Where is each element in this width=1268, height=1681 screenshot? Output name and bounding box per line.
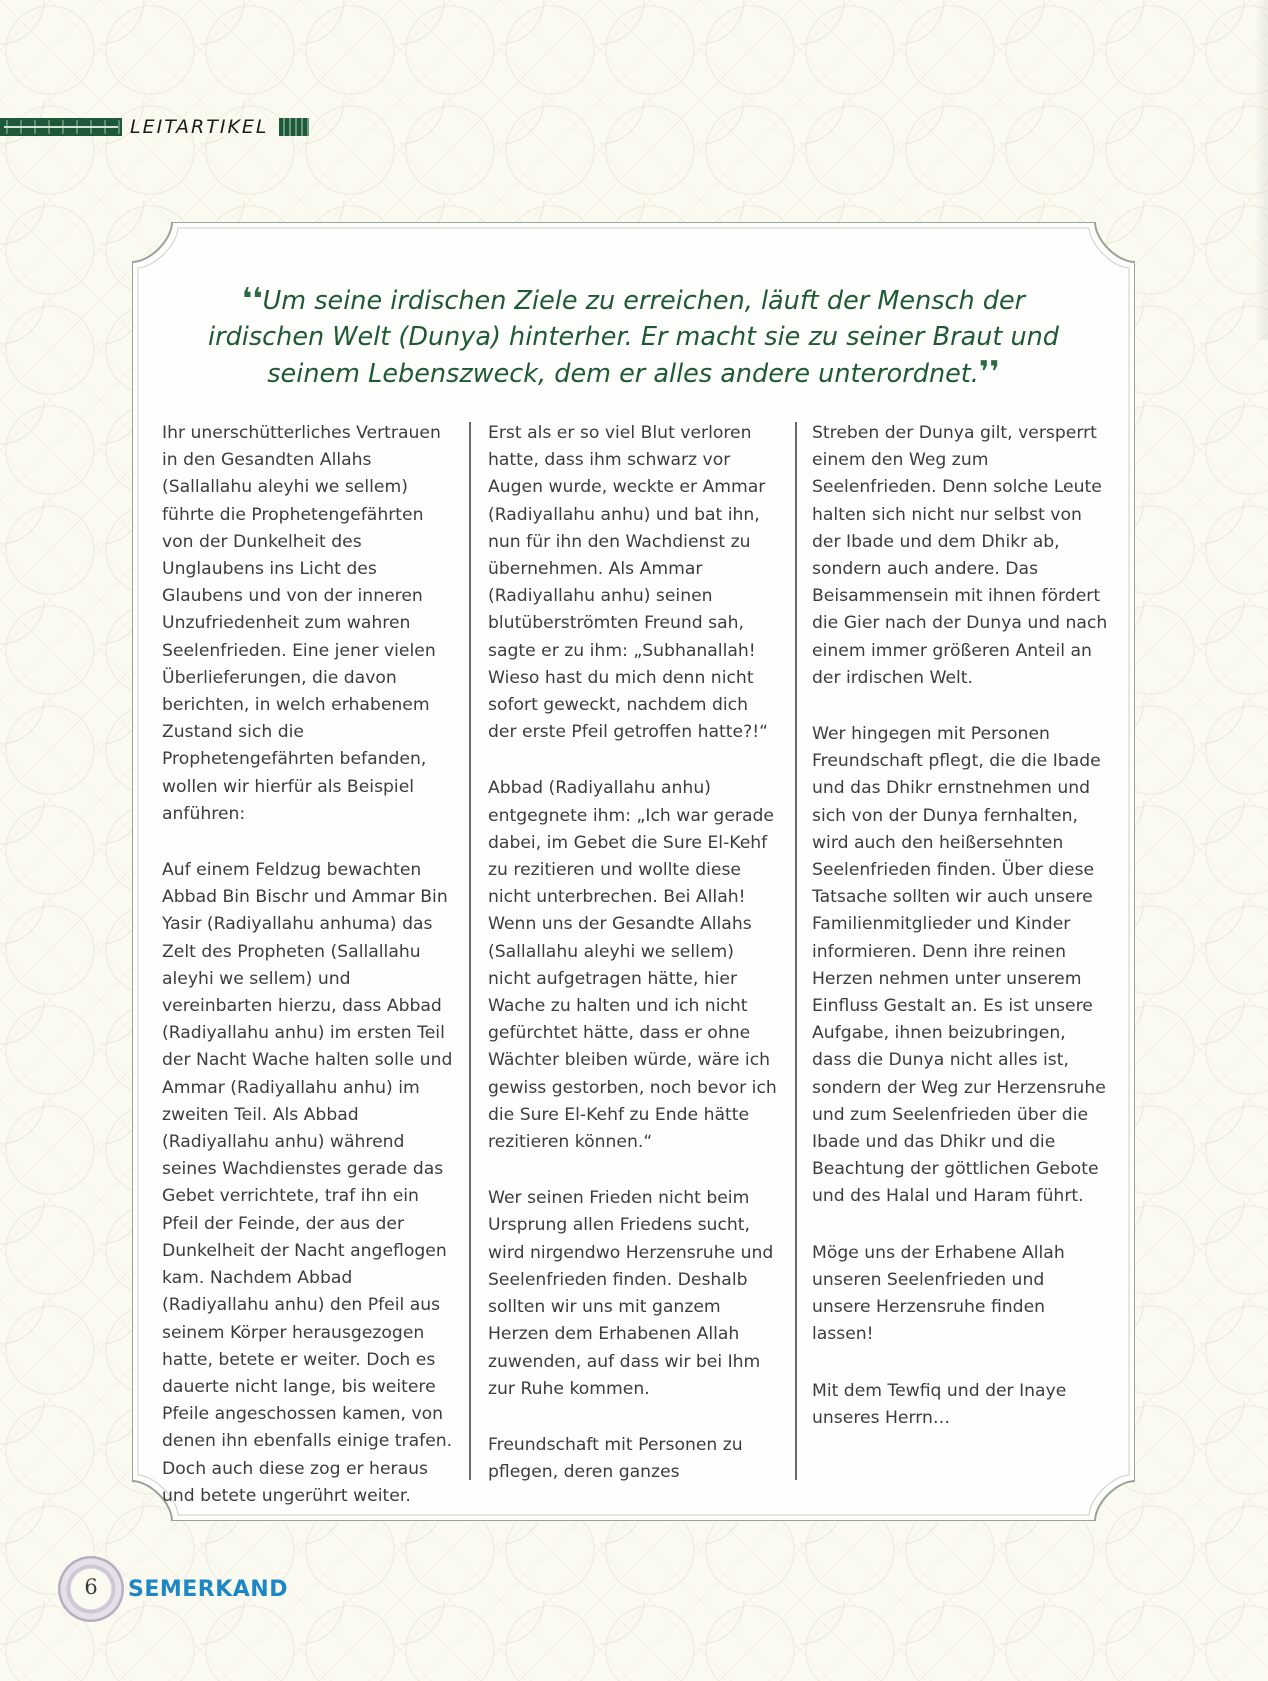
section-title: LEITARTIKEL xyxy=(130,116,269,138)
page-number: 6 xyxy=(84,1575,98,1599)
paragraph: Wer seinen Frieden nicht beim Ursprung allen Friedens sucht, wird nirgendwo Herzensruhe und Seelenfrieden finden. Deshalb sollten wir uns mit ganzem Herzen dem Erhabenen Allah zuwenden, auf dass wir bei Ihm zur Ruhe kommen. xyxy=(488,1188,774,1399)
paragraph: Ihr unerschütterliches Vertrauen in den Gesandten Allahs (Sallallahu aleyhi we sellem) führte die Prophetengefährten von der Dunkelheit des Unglaubens ins Licht des Glaubens und von der inneren Unzufriedenheit zum wahren Seelenfrieden. Eine jener vielen Überlieferungen, die davon berichten, in welch erhabenem Zustand sich die Prophetengefährten befanden, wollen wir hierfür als Beispiel anführen: xyxy=(162,423,441,824)
page-edge-shadow xyxy=(1254,0,1268,340)
article-column-2 xyxy=(488,420,780,1483)
article-column-3 xyxy=(812,420,1108,1478)
paragraph: Wer hingegen mit Personen Freundschaft pflegt, die die Ibade und das Dhikr ernstnehmen und sich von der Dunya fernhalten, wird auch den heißersehnten Seelenfrieden finden. Über diese Tatsache sollten wir auch unsere Familienmitglieder und Kinder informieren. Denn ihre reinen Herzen nehmen unter unserem Einfluss Gestalt an. Es ist unsere Aufgabe, ihnen beizubringen, dass die Dunya nicht alles ist, sondern der Weg zur Herzensruhe und zum Seelenfrieden über die Ibade und das Dhikr und die Beachtung der göttlichen Gebote und des Halal und Haram führt. xyxy=(812,724,1106,1207)
paragraph: Erst als er so viel Blut verloren hatte, dass ihm schwarz vor Augen wurde, weckte er Ammar (Radiyallahu anhu) und bat ihn, nun für ihn den Wachdienst zu übernehmen. Als Ammar (Radiyallahu anhu) seinen blutüberströmten Freund sah, sagte er zu ihm: „Subhanallah! Wieso hast du mich denn nicht sofort geweckt, nachdem dich der erste Pfeil getroffen hatte?!“ xyxy=(488,423,768,743)
article-columns xyxy=(162,420,1108,1506)
article-card xyxy=(132,222,1135,1521)
article-column-1 xyxy=(162,420,454,1506)
paragraph: Freundschaft mit Personen zu pflegen, deren ganzes xyxy=(488,1434,743,1483)
section-header xyxy=(0,114,309,140)
quote-open-icon: ❛❛ xyxy=(241,282,263,317)
quote-close-icon: ❜❜ xyxy=(978,355,1000,390)
ornament-band-icon xyxy=(0,118,122,136)
ornament-small-icon xyxy=(279,118,309,136)
paragraph: Auf einem Feldzug bewachten Abbad Bin Bischr und Ammar Bin Yasir (Radiyallahu anhuma) das Zelt des Propheten (Sallallahu aleyhi we sellem) und vereinbarten hierzu, dass Abbad (Radiyallahu anhu) im ersten Teil der Nacht Wache halten solle und Ammar (Radiyallahu anhu) im zweiten Teil. Als Abbad (Radiyallahu anhu) während seines Wachdienstes gerade das Gebet verrichtete, traf ihn ein Pfeil der Feinde, der aus der Dunkelheit der Nacht angeflogen kam. Nachdem Abbad (Radiyallahu anhu) den Pfeil aus seinem Körper herausgezogen hatte, betete er weiter. Doch es dauerte nicht lange, bis weitere Pfeile angeschossen kamen, von denen ihn ebenfalls einige trafen. Doch auch diese zog er heraus und betete ungerührt weiter. xyxy=(162,860,453,1506)
paragraph: Abbad (Radiyallahu anhu) entgegnete ihm: „Ich war gerade dabei, im Gebet die Sure El-Kehf zu rezitieren und wollte diese nicht unterbrechen. Bei Allah! Wenn uns der Gesandte Allahs (Sallallahu aleyhi we sellem) nicht aufgetragen hätte, hier Wache zu halten und ich nicht gefürchtet hätte, dass er ohne Wächter bleiben würde, wäre ich gewiss gestorben, noch bevor ich die Sure El-Kehf zu Ende hätte rezitieren können.“ xyxy=(488,778,777,1153)
brand-logo: SEMERKAND xyxy=(128,1576,288,1602)
pull-quote xyxy=(182,282,1085,392)
pull-quote-text: Um seine irdischen Ziele zu erreichen, läuft der Mensch der irdischen Welt (Dunya) hinterher. Er macht sie zu seiner Braut und seinem Lebenszweck, dem er alles andere unterordnet. xyxy=(208,286,1059,389)
column-divider xyxy=(469,422,471,1480)
page-number-medallion-icon xyxy=(58,1556,124,1622)
paragraph: Möge uns der Erhabene Allah unseren Seelenfrieden und unsere Herzensruhe finden lassen! xyxy=(812,1242,1065,1345)
page-footer xyxy=(58,1555,288,1623)
paragraph: Mit dem Tewfiq und der Inaye unseres Herrn… xyxy=(812,1380,1067,1428)
column-divider xyxy=(795,422,797,1480)
paragraph: Streben der Dunya gilt, versperrt einem den Weg zum Seelenfrieden. Denn solche Leute halten sich nicht nur selbst von der Ibade und dem Dhikr ab, sondern auch andere. Das Beisammensein mit ihnen fördert die Gier nach der Dunya und nach einem immer größeren Anteil an der irdischen Welt. xyxy=(812,423,1108,688)
